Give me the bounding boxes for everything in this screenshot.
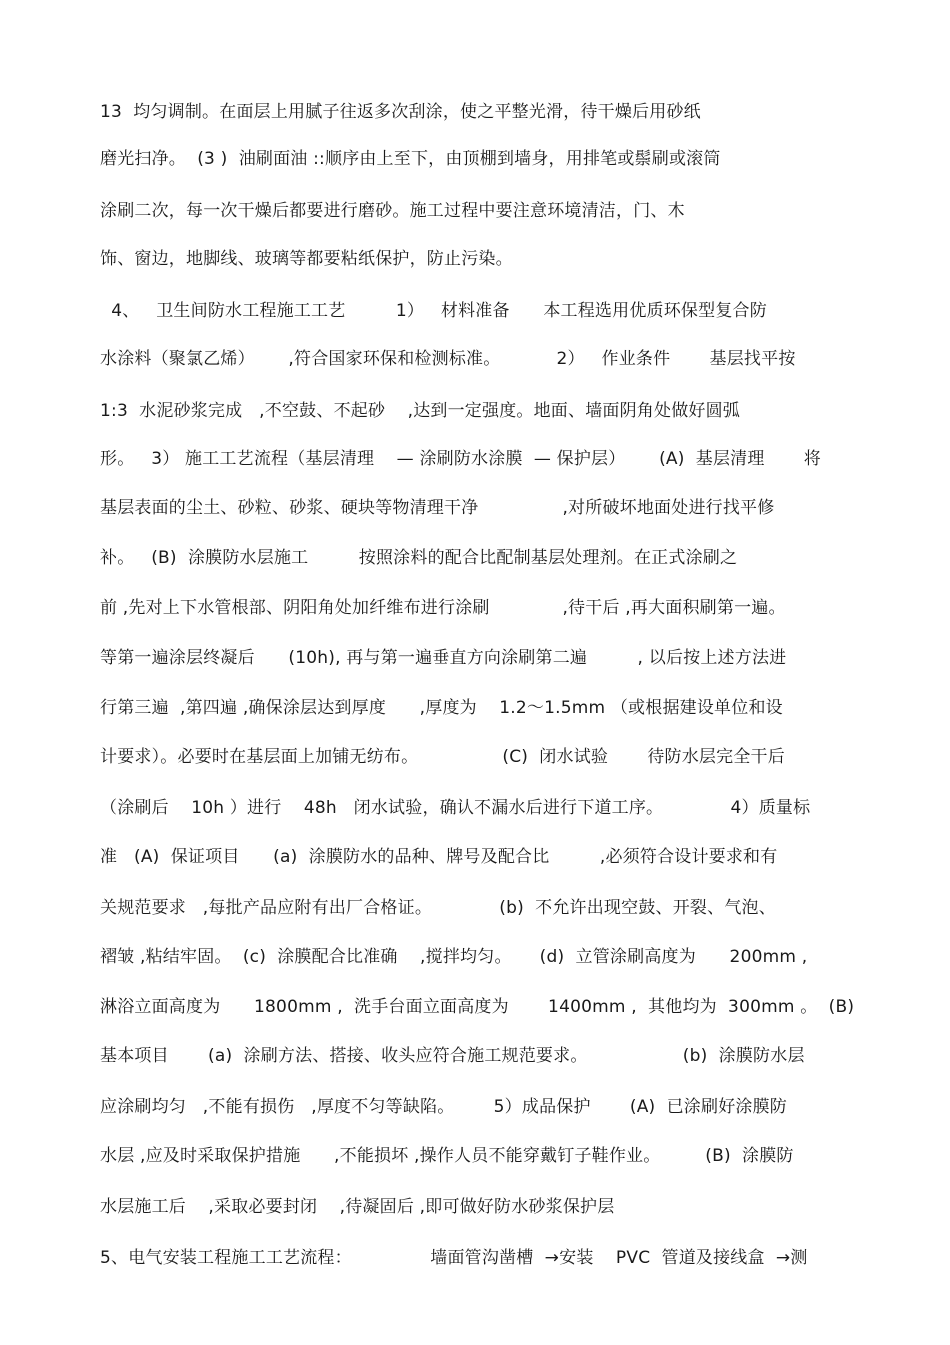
text-line: 准 (A) 保证项目 (a) 涂膜防水的品种、牌号及配合比 ,必须符合设计要求和有 xyxy=(100,847,778,867)
text-line: 等第一遍涂层终凝后 (10h), 再与第一遍垂直方向涂刷第二遍 , 以后按上述方法进 xyxy=(100,648,787,668)
text-line: 前 ,先对上下水管根部、阴阳角处加纤维布进行涂刷 ,待干后 ,再大面积刷第一遍。 xyxy=(100,598,786,618)
text-line: 水层施工后 ,采取必要封闭 ,待凝固后 ,即可做好防水砂浆保护层 xyxy=(100,1197,615,1217)
text-line: 磨光扫净。 (3 ) 油刷面油 ::顺序由上至下，由顶棚到墙身，用排笔或鬃刷或滚筒 xyxy=(100,149,721,169)
text-line: 形。 3） 施工工艺流程（基层清理 — 涂刷防水涂膜 — 保护层） (A) 基层清理 将 xyxy=(100,449,822,469)
text-line: 关规范要求 ,每批产品应附有出厂合格证。 (b) 不允许出现空鼓、开裂、气泡、 xyxy=(100,898,776,918)
text-line: 褶皱 ,粘结牢固。 (c) 涂膜配合比准确 ,搅拌均匀。 (d) 立管涂刷高度为 200mm , xyxy=(100,947,808,967)
text-line: 饰、窗边，地脚线、玻璃等都要粘纸保护，防止污染。 xyxy=(100,249,513,269)
text-line: 计要求）。必要时在基层面上加铺无纺布。 (C) 闭水试验 待防水层完全干后 xyxy=(100,747,785,767)
section-heading-line: 4、 卫生间防水工程施工工艺 1） 材料准备 本工程选用优质环保型复合防 xyxy=(100,301,767,321)
text-line: 涂刷二次，每一次干燥后都要进行磨砂。施工过程中要注意环境清洁，门、木 xyxy=(100,201,685,221)
text-line: 水层 ,应及时采取保护措施 ,不能损坏 ,操作人员不能穿戴钉子鞋作业。 (B) 涂膜防 xyxy=(100,1146,794,1166)
text-line: 应涂刷均匀 ,不能有损伤 ,厚度不匀等缺陷。 5）成品保护 (A) 已涂刷好涂膜防 xyxy=(100,1097,787,1117)
text-line: 基层表面的尘土、砂粒、砂浆、硬块等物清理干净 ,对所破坏地面处进行找平修 xyxy=(100,498,775,518)
text-line: 行第三遍 ,第四遍 ,确保涂层达到厚度 ,厚度为 1.2～1.5mm （或根据建设单位和设 xyxy=(100,698,783,718)
text-line: （涂刷后 10h ）进行 48h 闭水试验，确认不漏水后进行下道工序。 4）质量标 xyxy=(100,798,811,818)
section-heading-line: 5、电气安装工程施工工艺流程： 墙面管沟凿槽 →安装 PVC 管道及接线盒 →测 xyxy=(100,1248,808,1268)
text-line: 13 均匀调制。在面层上用腻子往返多次刮涂，使之平整光滑，待干燥后用砂纸 xyxy=(100,102,701,122)
text-line: 1:3 水泥砂浆完成 ,不空鼓、不起砂 ,达到一定强度。地面、墙面阴角处做好圆弧 xyxy=(100,401,740,421)
text-line: 水涂料（聚氯乙烯） ,符合国家环保和检测标准。 2） 作业条件 基层找平按 xyxy=(100,349,796,369)
text-line: 基本项目 (a) 涂刷方法、搭接、收头应符合施工规范要求。 (b) 涂膜防水层 xyxy=(100,1046,805,1066)
text-line: 淋浴立面高度为 1800mm , 洗手台面立面高度为 1400mm , 其他均为 300mm 。 (B) xyxy=(100,997,855,1017)
text-line: 补。 (B) 涂膜防水层施工 按照涂料的配合比配制基层处理剂。在正式涂刷之 xyxy=(100,548,738,568)
